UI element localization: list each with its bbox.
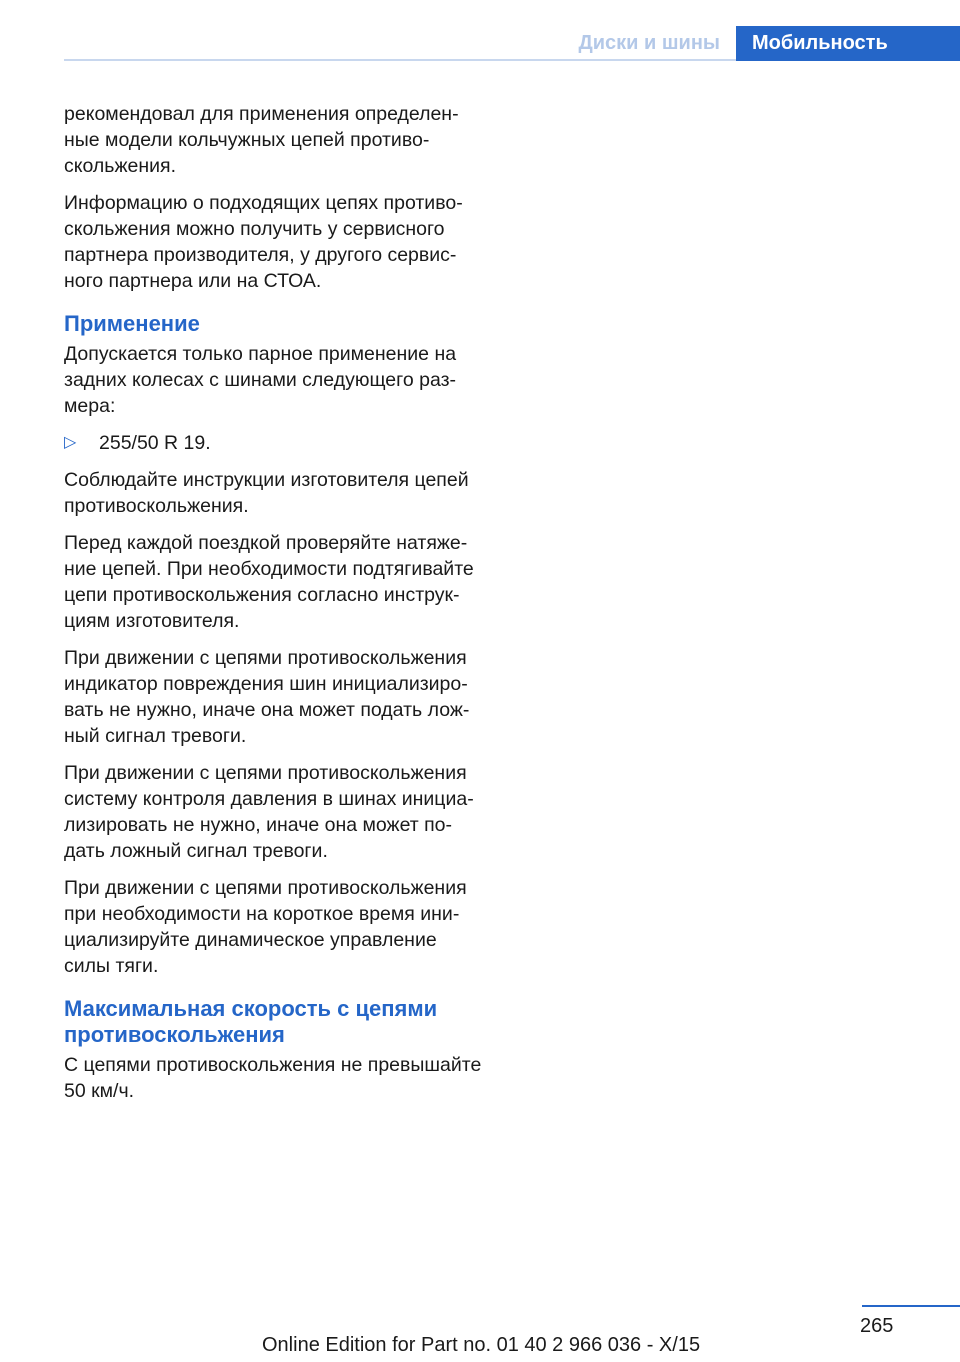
- paragraph-8: При движении с цепями противоскольжения при необходимости на короткое время инициализируйте динамическое управление силы тяги.: [64, 877, 467, 977]
- heading-max-speed: Максимальная скорость с цепями противоскольжения: [64, 996, 438, 1047]
- paragraph-2: Информацию о подходящих цепях противоскольжения можно получить у сервисного партнера производителя, у другого сервисного партнера или на СТОА.: [64, 192, 463, 292]
- heading-usage: Применение: [64, 311, 200, 336]
- paragraph-4: Соблюдайте инструкции изготовителя цепей противоскольжения.: [64, 469, 469, 517]
- edition-footer: Online Edition for Part no. 01 40 2 966 036 - X/15: [262, 1334, 701, 1356]
- triangle-right-icon: ▷: [64, 434, 77, 451]
- list-item-text: 255/50 R 19.: [99, 432, 211, 454]
- header-chapter-tab: Мобильность: [736, 26, 960, 61]
- paragraph-1: рекомендовал для применения определенные модели кольчужных цепей противоскольжения.: [64, 103, 459, 177]
- header-section-title: Диски и шины: [578, 32, 720, 54]
- footer-rule: [862, 1305, 960, 1307]
- paragraph-5: Перед каждой поездкой проверяйте натяжение цепей. При необходимости подтягивайте цепи противоскольжения согласно инструкциям изготовителя.: [64, 532, 474, 632]
- page-content: [64, 101, 482, 1115]
- list-item: [64, 430, 482, 456]
- paragraph-9: С цепями противоскольжения не превышайте 50 км/ч.: [64, 1054, 482, 1102]
- paragraph-6: При движении с цепями противоскольжения индикатор повреждения шин инициализировать не нужно, иначе она может подать ложный сигнал тревоги.: [64, 647, 470, 747]
- paragraph-3: Допускается только парное применение на задних колесах с шинами следующего размера:: [64, 343, 457, 417]
- paragraph-7: При движении с цепями противоскольжения систему контроля давления в шинах инициализировать не нужно, иначе она может подать ложный сигнал тревоги.: [64, 762, 474, 862]
- page-number: 265: [860, 1315, 894, 1337]
